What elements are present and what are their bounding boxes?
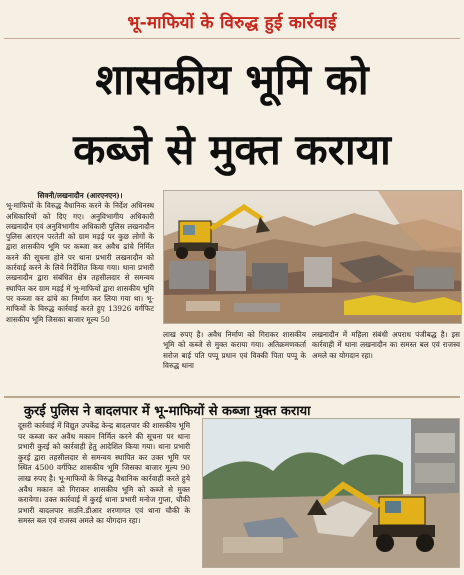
second-story-headline: कुरई पुलिस ने बादलपार में भू-माफियों से कब्जा मुक्त कराया <box>24 404 311 419</box>
badalpar-demolition-illustration <box>203 419 459 567</box>
main-story-left-text: भू-माफियों के विरुद्ध वैधानिक करने के निर्देश अधिनस्थ अधिकारियों को दिए गए। अनुविभागीय अधिकारी लखनादौन एवं अनुविभागीय अधिकारी पुलिस लखनादौन पुलिस आरएन परतेती को ग्राम मड़ई पर कुछ लोगों के द्वारा शासकीय भूमि पर कब्जा कर अवैध ढांचे निर्मित करने की सूचना होने पर थाना प्रभारी लखनादौन को कार्रवाई करने के लिये निर्देशित किया गया। थाना प्रभारी लखनादौन द्वारा संबंधित क्षेत्र तहसीलदार से समन्वय स्थापित कर ग्राम मड़ई में भू-माफियों द्वारा शासकीय भूमि पर कब्जा कर ढांचे का निर्माण कर लिया गया था। भू-माफियों के विरुद्ध कार्रवाई करते हुए 13926 वर्गफिट शासकीय भूमि जिसका बाजार मूल्य 50 <box>6 201 154 324</box>
demolition-site-photo <box>163 190 462 324</box>
main-headline-line-1: शासकीय भूमि को <box>95 55 369 104</box>
kicker-rule <box>4 38 460 39</box>
dateline: सिवनी/लखनादौन (आरएनएन)। <box>37 191 123 200</box>
kicker-headline: भू-माफियों के विरुद्ध हुई कार्रवाई <box>127 13 337 33</box>
main-story-column-right: लखनादौन में महिला संबंधी अपराध पंजीबद्ध है। इस कार्रवाही में थाना लखनादौन का समस्त बल एवं राजस्व अमले का योगदान रहा। <box>312 330 460 360</box>
section-divider <box>4 396 460 398</box>
main-headline-line-2: कब्जे से मुक्त कराया <box>73 125 391 174</box>
main-story-column-middle: लाख रुपए है। अवैध निर्माण को गिराकर शासकीय भूमि को कब्जे से मुक्त कराया गया। अतिक्रमणकर्ता सरोज बाई पति पप्पू प्रधान एवं विक्की पिता पप्पू के विरुद्ध थाना <box>163 330 306 370</box>
badalpar-demolition-photo <box>202 418 460 568</box>
main-story-column-left <box>6 191 154 325</box>
second-story-body: दूसरी कार्रवाई में विद्युत उपकेंद्र केन्द्र बादलपार की शासकीय भूमि पर कब्जा कर अवैध मकान निर्मित करने की सूचना पर थाना प्रभारी कुरई को कार्रवाही हेतु आदेशित किया गया। थाना प्रभारी कुरई द्वारा तहसीलदार से समन्वय स्थापित कर उक्त भूमि पर स्थित 4500 वर्गफिट शासकीय भूमि जिसका बाजार मूल्य 90 लाख रुपए है। भू-माफियों के विरुद्ध वैधानिक कार्रवाही करते हुये अवैध मकान को गिराकर शासकीय भूमि को कब्जे से मुक्त करायेगा। उक्त कार्रवाई में कुरई थाना प्रभारी मनोज गुप्ता, चौकी प्रभारी बादलपार सउनि.डीआर शरणागत एवं थाना चौकी के समस्त बल एवं राजस्व अमले का योगदान रहा। <box>18 421 190 526</box>
demolition-site-illustration <box>164 191 461 323</box>
